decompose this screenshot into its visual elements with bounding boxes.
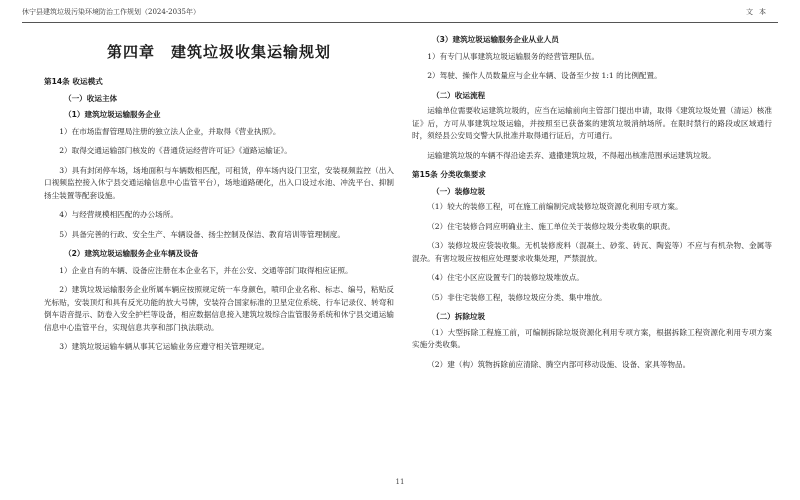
paragraph: 2）建筑垃圾运输服务企业所属车辆应按照规定统一车身颜色，喷印企业名称、标志、编号，粘贴反光标贴，安装顶灯和具有反光功能的放大号牌，安装符合国家标准的卫星定位系统、行车记录仪、转弯和倒车语音提示、防卷入安全护栏等设备，相应数据信息接入建筑垃圾综合监管服务系统和休宁县交通运输信息中心监管平台，实现信息共享和部门执法联动。 bbox=[44, 285, 394, 332]
subsection-heading: （3）建筑垃圾运输服务企业从业人员 bbox=[432, 35, 559, 44]
paragraph: 5）具备完善的行政、安全生产、车辆设备、扬尘控制及保洁、教育培训等管理制度。 bbox=[59, 229, 345, 239]
article-14-heading: 第14条 收运模式 bbox=[44, 77, 103, 86]
section-heading: （二）拆除垃圾 bbox=[432, 312, 486, 321]
header-label: 文本 bbox=[746, 8, 772, 16]
paragraph: 1）在市场监督管理局注册的独立法人企业，并取得《营业执照》。 bbox=[59, 126, 281, 136]
left-column bbox=[44, 30, 394, 361]
section-heading: （一）装修垃圾 bbox=[432, 186, 486, 196]
paragraph: 2）取得交通运输部门核发的《普通货运经营许可证》《道路运输证》。 bbox=[59, 146, 292, 155]
paragraph: （1）大型拆除工程施工前，可编制拆除垃圾资源化利用专项方案，根据拆除工程资源化利用专项方案实施分类收集。 bbox=[412, 327, 772, 349]
header-title: 休宁县建筑垃圾污染环境防治工作规划（2024-2035年） bbox=[22, 8, 200, 16]
right-column bbox=[412, 30, 772, 378]
paragraph: （3）装修垃圾应袋装收集。无机装修废料（混凝土、砂浆、砖瓦、陶瓷等）不应与有机杂物、金属等混杂。有害垃圾应按相应处理要求收集处理，严禁混放。 bbox=[412, 241, 772, 263]
section-heading: （二）收运流程 bbox=[432, 90, 486, 100]
page-number: 11 bbox=[395, 478, 405, 486]
paragraph: （2）住宅装修合同应明确业主、施工单位关于装修垃圾分类收集的职责。 bbox=[427, 221, 676, 231]
subsection-heading: （2）建筑垃圾运输服务企业车辆及设备 bbox=[64, 249, 199, 258]
subsection-heading: （1）建筑垃圾运输服务企业 bbox=[64, 110, 161, 119]
paragraph: （4）住宅小区应设置专门的装修垃圾堆放点。 bbox=[427, 273, 584, 282]
article-15-heading: 第15条 分类收集要求 bbox=[412, 170, 486, 179]
section-heading: （一）收运主体 bbox=[64, 93, 118, 103]
paragraph: 1）有专门从事建筑垃圾运输服务的经营管理队伍。 bbox=[427, 51, 600, 61]
paragraph: （1）较大的装修工程，可在施工前编制完成装修垃圾资源化利用专项方案。 bbox=[427, 202, 683, 211]
chapter-title: 第四章 建筑垃圾收集运输规划 bbox=[106, 43, 331, 61]
paragraph: 运输建筑垃圾的车辆不得沿途丢弃、遗撒建筑垃圾，不得超出核准范围承运建筑垃圾。 bbox=[427, 150, 716, 160]
paragraph: 4）与经营规模相匹配的办公场所。 bbox=[59, 210, 178, 219]
page-header bbox=[22, 0, 778, 23]
paragraph: （5）非住宅装修工程，装修垃圾应分类、集中堆放。 bbox=[427, 292, 607, 302]
paragraph: 运输单位需要收运建筑垃圾的，应当在运输前向主管部门提出申请，取得《建筑垃圾处置（清运）核准证》后，方可从事建筑垃圾运输，并按照至已获备案的建筑垃圾消纳场所。在限时禁行的路段或区域通行时，须经县公安局交警大队批准并取得通行证后，方可通行。 bbox=[412, 106, 772, 140]
paragraph: 3）具有封闭停车场，场地面积与车辆数相匹配，可租赁，停车场内设门卫室，安装视频监控（出入口视频监控接入休宁县交通运输信息中心监管平台），场地道路硬化，出入口设过水池、冲洗平台、抑制扬尘装置等配套设施。 bbox=[44, 165, 394, 200]
paragraph: 3）建筑垃圾运输车辆从事其它运输业务应遵守相关管理规定。 bbox=[59, 342, 270, 351]
paragraph: 1）企业自有的车辆、设备应注册在本企业名下，并在公安、交通等部门取得相应证照。 bbox=[59, 265, 353, 275]
paragraph: 2）驾驶、操作人员数量应与企业车辆、设备至少按 1:1 的比例配置。 bbox=[427, 71, 662, 80]
paragraph: （2）建（构）筑物拆除前应清除、腾空内部可移动设施、设备、家具等物品。 bbox=[427, 359, 691, 369]
